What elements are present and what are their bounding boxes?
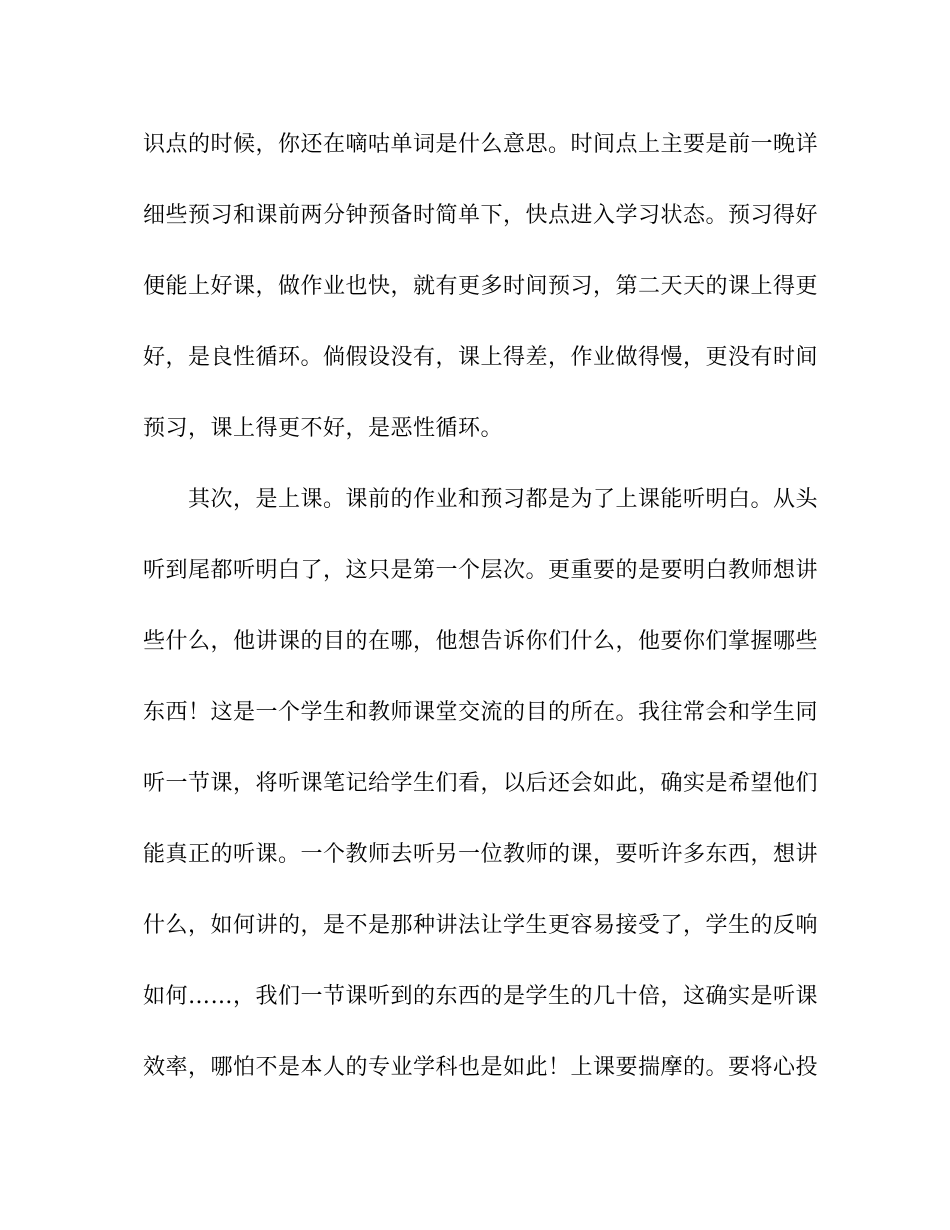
text-line: 效率，哪怕不是本人的专业学科也是如此！上课要揣摩的。要将心投 [143,1055,819,1080]
text-line: 听到尾都听明白了，这只是第一个层次。更重要的是要明白教师想讲 [143,558,819,583]
text-line: 细些预习和课前两分钟预备时简单下，快点进入学习状态。预习得好 [143,203,819,228]
text-line: 东西！这是一个学生和教师课堂交流的目的所在。我往常会和学生同 [143,700,819,725]
text-line: 些什么，他讲课的目的在哪，他想告诉你们什么，他要你们掌握哪些 [143,629,819,654]
text-line: 好，是良性循环。倘假设没有，课上得差，作业做得慢，更没有时间 [143,345,819,370]
text-line: 识点的时候，你还在嘀咕单词是什么意思。时间点上主要是前一晚详 [143,132,819,157]
text-line: 便能上好课，做作业也快，就有更多时间预习，第二天天的课上得更 [143,274,819,299]
text-line: 其次，是上课。课前的作业和预习都是为了上课能听明白。从头 [143,487,819,512]
text-line: 什么，如何讲的，是不是那种讲法让学生更容易接受了，学生的反响 [143,913,819,938]
text-line: 能真正的听课。一个教师去听另一位教师的课，要听许多东西，想讲 [143,842,819,867]
text-line: 如何……，我们一节课听到的东西的是学生的几十倍，这确实是听课 [143,984,819,1009]
text-line: 听一节课，将听课笔记给学生们看，以后还会如此，确实是希望他们 [143,771,819,796]
text-line: 预习，课上得更不好，是恶性循环。 [143,416,504,441]
